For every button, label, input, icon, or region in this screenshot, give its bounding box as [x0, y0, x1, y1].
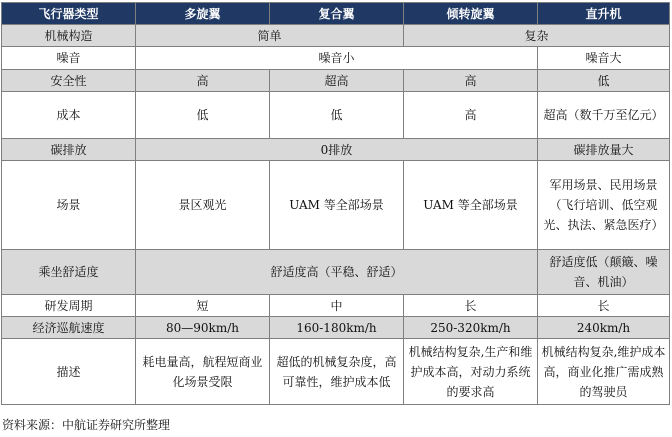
table-cell: 超低的机械复杂度，高可靠性，维护成本低 — [270, 339, 404, 405]
table-cell: 复杂 — [404, 25, 670, 47]
table-cell: 80—90km/h — [136, 317, 270, 339]
table-cell: UAM 等全部场景 — [270, 161, 404, 250]
table-row — [2, 339, 670, 405]
table-cell: 超高 — [270, 70, 404, 92]
row-label: 机械构造 — [2, 25, 136, 47]
aircraft-comparison-table — [1, 2, 670, 405]
table-cell: 简单 — [136, 25, 404, 47]
row-label: 场景 — [2, 161, 136, 250]
source-note: 资料来源：中航证券研究所整理 — [2, 418, 171, 432]
table-row — [2, 295, 670, 317]
header-cell: 复合翼 — [270, 3, 404, 25]
row-label: 碳排放 — [2, 139, 136, 161]
table-row — [2, 25, 670, 47]
row-label: 噪音 — [2, 47, 136, 70]
table-cell: 军用场景、民用场景（飞行培训、低空观光、执法、紧急医疗） — [538, 161, 670, 250]
table-cell: 舒适度高（平稳、舒适） — [136, 250, 538, 295]
table-cell: 噪音大 — [538, 47, 670, 70]
row-label: 成本 — [2, 92, 136, 139]
table-cell: 250-320km/h — [404, 317, 538, 339]
table-cell: 高 — [404, 92, 538, 139]
table-cell: 高 — [136, 70, 270, 92]
header-cell: 倾转旋翼 — [404, 3, 538, 25]
row-label: 研发周期 — [2, 295, 136, 317]
table-cell: 耗电量高，航程短商业化场景受限 — [136, 339, 270, 405]
header-cell: 多旋翼 — [136, 3, 270, 25]
table-cell: 长 — [404, 295, 538, 317]
table-row — [2, 250, 670, 295]
table-row — [2, 317, 670, 339]
header-cell: 飞行器类型 — [2, 3, 136, 25]
table-cell: 0排放 — [136, 139, 538, 161]
table-cell: 高 — [404, 70, 538, 92]
table-cell: 景区观光 — [136, 161, 270, 250]
table-cell: 短 — [136, 295, 270, 317]
table-cell: 机械结构复杂,维护成本高，商业化推广需成熟的驾驶员 — [538, 339, 670, 405]
table-row — [2, 70, 670, 92]
table-cell: 160-180km/h — [270, 317, 404, 339]
header-row — [2, 3, 670, 25]
table-cell: 超高（数千万至亿元） — [538, 92, 670, 139]
row-label: 经济巡航速度 — [2, 317, 136, 339]
row-label: 描述 — [2, 339, 136, 405]
row-label: 乘坐舒适度 — [2, 250, 136, 295]
table-cell: 低 — [538, 70, 670, 92]
table-cell: 长 — [538, 295, 670, 317]
table-cell: 噪音小 — [136, 47, 538, 70]
table-row — [2, 47, 670, 70]
table-cell: 机械结构复杂,生产和维护成本高，对动力系统的要求高 — [404, 339, 538, 405]
table-cell: 碳排放量大 — [538, 139, 670, 161]
table-cell: 中 — [270, 295, 404, 317]
table-row — [2, 139, 670, 161]
table-cell: 低 — [136, 92, 270, 139]
table-cell: 240km/h — [538, 317, 670, 339]
table-row — [2, 161, 670, 250]
table-cell: 低 — [270, 92, 404, 139]
table-cell: UAM 等全部场景 — [404, 161, 538, 250]
table-row — [2, 92, 670, 139]
header-cell: 直升机 — [538, 3, 670, 25]
row-label: 安全性 — [2, 70, 136, 92]
table-cell: 舒适度低（颠簸、噪音、机油） — [538, 250, 670, 295]
